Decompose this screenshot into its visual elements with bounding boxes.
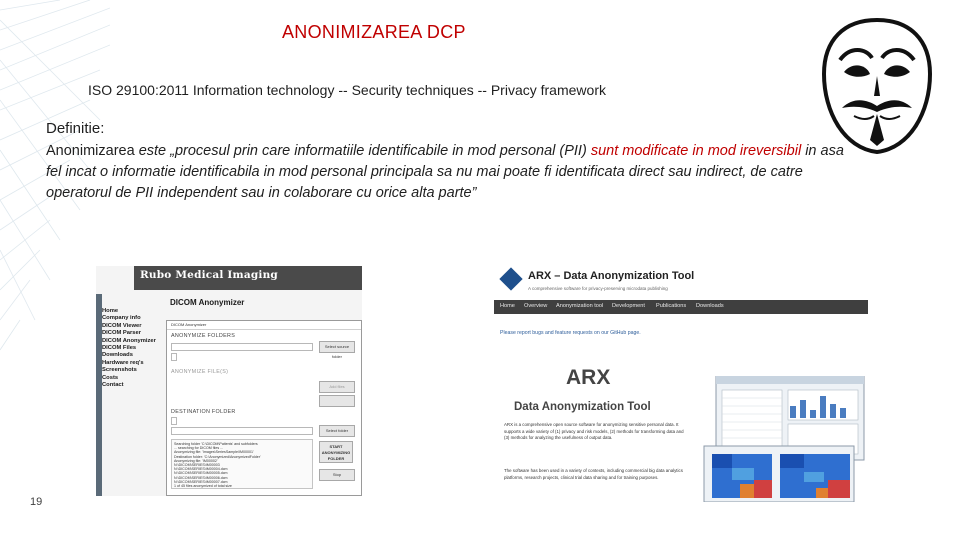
window-title: DICOM Anonymizer (167, 321, 361, 330)
log-line: N:\DICOM\SERIES\IM00004.dcm (174, 467, 228, 472)
definition-body (46, 141, 858, 204)
rubo-banner (134, 266, 362, 290)
rubo-brand: Rubo Medical Imaging (140, 269, 278, 281)
dicom-anonymizer-window (166, 320, 362, 496)
start-anonymizing-button[interactable]: START ANONYMIZING FOLDER (319, 441, 353, 463)
log-line: Anonymizing file: 'Images\SeriesSample\IM00001' (174, 450, 254, 455)
definition-emphasis: sunt modificate in mod ireversibil (590, 143, 802, 159)
arx-big-subtitle: Data Anonymization Tool (514, 401, 651, 413)
arx-description-2: The software has been used in a variety of contexts, including commercial big data analytics platforms, research projects, clinical trial data sharing and for training purposes. (504, 468, 683, 480)
log-line: Destination folder: 'C:\Anonymized\AnonymizedFolder' (174, 454, 261, 459)
arx-website-screenshot (494, 264, 868, 502)
definition-term: Anonimizarea (46, 143, 135, 159)
rubo-nav-item[interactable]: Screenshots (102, 367, 137, 374)
rubo-nav (102, 308, 160, 389)
add-files-button[interactable]: Add files (319, 381, 355, 393)
iso-standard-line: ISO 29100:2011 Information technology -- Security techniques -- Privacy framework (88, 82, 606, 98)
arx-header (494, 264, 868, 296)
slide-title: ANONIMIZAREA DCP (282, 22, 466, 42)
select-source-button[interactable]: Select source folder (319, 341, 355, 353)
guy-fawkes-mask-icon (818, 16, 936, 156)
rubo-nav-item[interactable]: Costs (102, 374, 119, 381)
rubo-dicom-screenshot (96, 266, 362, 496)
destination-folder-field[interactable] (171, 427, 313, 435)
arx-navbar (494, 300, 868, 314)
rubo-nav-item[interactable]: DICOM Viewer (102, 322, 142, 329)
arx-big-title: ARX (566, 366, 611, 389)
arx-notice[interactable]: Please report bugs and feature requests on our GitHub page. (500, 330, 641, 336)
rubo-nav-item[interactable]: Hardware req's (102, 359, 144, 366)
log-line: N:\DICOM\SERIES\IM00003 (174, 463, 220, 468)
rubo-nav-item[interactable]: DICOM Anonymizer (102, 337, 156, 344)
source-folder-field[interactable] (171, 343, 313, 351)
rubo-nav-item[interactable]: Downloads (102, 352, 133, 359)
log-line: 1 of 45 files anonymized of total size (174, 484, 232, 489)
destination-checkbox[interactable] (171, 417, 177, 425)
page-number: 19 (30, 496, 43, 508)
arx-description-1: ARX is a comprehensive open source software for anonymizing sensitive personal data. It supports a wide variety of (1) privacy and risk models, (2) methods for transforming data and (3) methods for analyzing the usefulness of output data. (504, 422, 684, 441)
rubo-nav-item[interactable]: Home (102, 308, 119, 314)
arx-logo-icon (499, 267, 522, 290)
rubo-app-title: DICOM Anonymizer (170, 298, 245, 307)
log-output (171, 439, 313, 489)
rubo-nav-item[interactable]: DICOM Files (102, 345, 137, 352)
remove-files-button[interactable] (319, 395, 355, 407)
definition-heading: Definitie: (46, 120, 105, 137)
log-line: N:\DICOM\SERIES\IM00005.dcm (174, 471, 228, 476)
arx-app-screenshots (700, 376, 868, 502)
arx-tagline: A comprehensive software for privacy-preserving microdata publishing (528, 286, 668, 291)
arx-nav-publications[interactable]: Publications (656, 303, 687, 309)
include-subfolders-checkbox[interactable] (171, 353, 177, 361)
rubo-nav-item[interactable]: Company info (102, 315, 141, 322)
stop-button[interactable]: Stop (319, 469, 355, 481)
arx-nav-development[interactable]: Development (612, 303, 645, 309)
arx-nav-home[interactable]: Home (500, 303, 515, 309)
arx-nav-anonymization-tool[interactable]: Anonymization tool (556, 303, 604, 309)
arx-nav-overview[interactable]: Overview (524, 303, 548, 309)
log-line: Searching folder 'C:\DICOM\Patients' and subfolders (174, 442, 258, 446)
definition-text-1: este „procesul prin care informatiile identificabile in mod personal (PII) (134, 143, 591, 159)
arx-nav-downloads[interactable]: Downloads (696, 303, 724, 309)
log-line: Anonymizing file: 'IM00002' (174, 458, 218, 463)
log-line: N:\DICOM\SERIES\IM00006.dcm (174, 475, 228, 480)
section-destination-folder: DESTINATION FOLDER (171, 409, 236, 415)
arx-site-title: ARX – Data Anonymization Tool (528, 270, 695, 282)
log-line: N:\DICOM\SERIES\IM00007.dcm (174, 479, 228, 484)
definition-text-2: in asa fel incat o informatie identificabila in mod personal principala sa nu mai poate fi identificata direct sau indirect, de catre operatorul de PII independent sau in colaborare cu orice alta parte” (46, 143, 844, 201)
section-anonymize-files: ANONYMIZE FILE(S) (171, 369, 229, 375)
section-anonymize-folders: ANONYMIZE FOLDERS (171, 333, 236, 339)
select-destination-button[interactable]: Select folder (319, 425, 355, 437)
rubo-nav-item[interactable]: DICOM Parser (102, 330, 141, 337)
log-line: ... searching for DICOM files ... (174, 446, 224, 451)
rubo-nav-item[interactable]: Contact (102, 382, 124, 389)
